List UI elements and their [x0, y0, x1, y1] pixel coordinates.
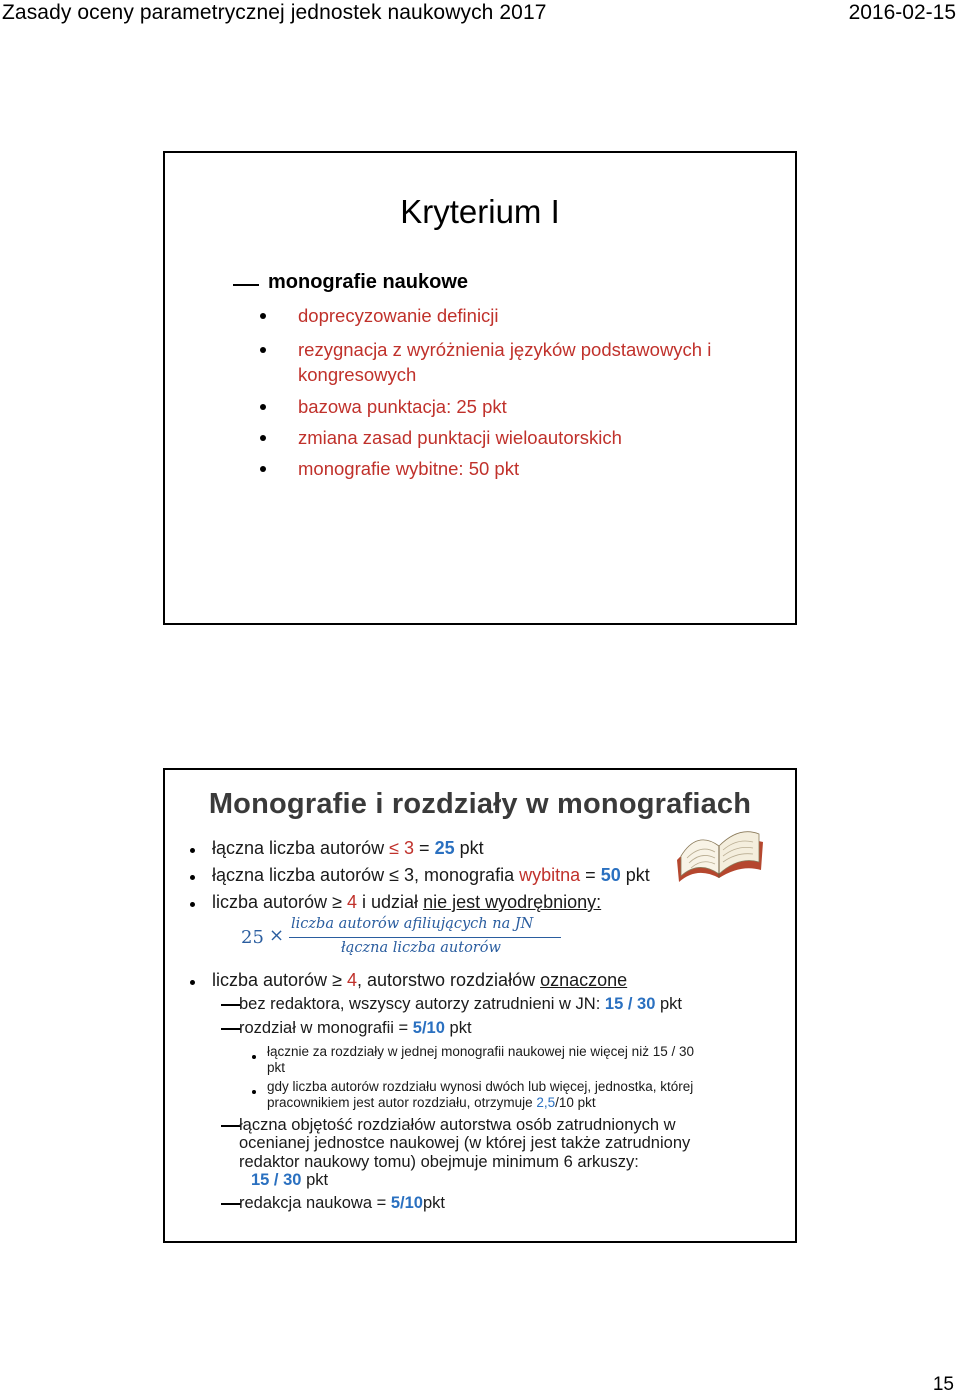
dash-icon [221, 1125, 241, 1127]
list-item [212, 892, 601, 913]
text: łączna liczba autorów [212, 865, 385, 885]
sub-item-continuation: redaktor naukowy tomu) obejmuje minimum 6 arkuszy: [239, 1153, 639, 1171]
leq-symbol: ≤ [389, 838, 399, 858]
sub-sub-item-continuation [267, 1095, 596, 1110]
sub-item [239, 1194, 445, 1213]
list-item: doprecyzowanie definicji [298, 305, 499, 326]
document-header-title: Zasady oceny parametrycznej jednostek naukowych 2017 [2, 1, 547, 24]
sub-item-continuation: ocenianej jednostce naukowej (w której jest także zatrudniony [239, 1134, 691, 1152]
slide-title: Kryterium I [400, 193, 560, 230]
list-item [212, 970, 627, 991]
bullet-dot-icon [260, 435, 266, 441]
points-value: 15 / 30 [251, 1171, 302, 1189]
text: , autorstwo rozdziałów [357, 970, 536, 990]
sub-sub-item-continuation: pkt [267, 1060, 286, 1075]
slide-monografie-rozdzialy [163, 768, 797, 1243]
text: łączna liczba autorów [212, 838, 385, 858]
list-item [212, 865, 650, 886]
highlight: wybitna [519, 865, 581, 885]
bullet-dot-icon [260, 313, 266, 319]
points-value: 15 / 30 [604, 995, 656, 1013]
underlined-text: nie jest wyodrębniony: [423, 892, 602, 912]
sub-item: łączna objętość rozdziałów autorstwa osób zatrudnionych w [239, 1116, 676, 1134]
unit: pkt [625, 865, 650, 885]
points-value: 5/10 [390, 1194, 423, 1212]
sub-item-continuation [251, 1171, 328, 1190]
unit: pkt [459, 838, 484, 858]
formula-factor: 25 [241, 927, 264, 948]
text: i udział [362, 892, 419, 912]
underlined-text: oznaczone [540, 970, 628, 990]
unit: pkt [306, 1171, 329, 1189]
text: redakcja naukowa = [239, 1194, 387, 1212]
points-value: 25 [434, 838, 455, 858]
list-item: zmiana zasad punktacji wieloautorskich [298, 427, 622, 448]
sub-item [239, 1019, 472, 1038]
sub-sub-item: łącznie za rozdziały w jednej monografii naukowej nie więcej niż 15 / 30 [267, 1044, 694, 1059]
level1-item: monografie naukowe [268, 271, 469, 293]
bullet-dot-icon [190, 980, 195, 985]
sub-sub-item: gdy liczba autorów rozdziału wynosi dwóch lub więcej, jednostka, której [267, 1079, 694, 1094]
sub-item [239, 995, 682, 1014]
formula-times: × [269, 925, 285, 946]
text: liczba autorów [212, 970, 328, 990]
document-header-date: 2016-02-15 [848, 1, 956, 24]
page-number: 15 [932, 1374, 954, 1395]
bullet-dot-icon [190, 875, 195, 880]
open-book-icon [673, 820, 765, 886]
bullet-dot-icon [252, 1090, 256, 1094]
points-value: 2,5 [536, 1095, 556, 1110]
bullet-dot-icon [252, 1055, 256, 1059]
bullet-dot-icon [190, 848, 195, 853]
geq-symbol: ≥ [332, 892, 342, 912]
text: 3, monografia [404, 865, 515, 885]
list-item: rezygnacja z wyróżnienia języków podstawowych i [298, 339, 712, 360]
list-item: bazowa punktacja: 25 pkt [298, 396, 507, 417]
text: rozdział w monografii = [239, 1019, 409, 1037]
list-item-continuation: kongresowych [298, 364, 417, 385]
text: liczba autorów [212, 892, 328, 912]
text: bez redaktora, wszyscy autorzy zatrudnieni w JN: [239, 995, 601, 1013]
geq-symbol: ≥ [332, 970, 342, 990]
value: 4 [346, 892, 357, 912]
list-item [212, 838, 484, 859]
unit: pkt [659, 995, 682, 1013]
text: pracownikiem jest autor rozdziału, otrzymuje [267, 1095, 533, 1110]
points-value: 5/10 [412, 1019, 445, 1037]
equals: = [419, 838, 430, 858]
bullet-dot-icon [260, 347, 266, 353]
value: 4 [346, 970, 357, 990]
value: 3 [404, 838, 415, 858]
points-value: 50 [600, 865, 621, 885]
bullet-dot-icon [260, 404, 266, 410]
formula-numerator: liczba autorów afiliujących na JN [291, 916, 534, 932]
dash-icon [221, 1004, 241, 1006]
bullet-dot-icon [260, 466, 266, 472]
unit: pkt [422, 1194, 445, 1212]
slide-kryterium-i [163, 151, 797, 625]
dash-icon [233, 284, 259, 286]
equals: = [585, 865, 596, 885]
bullet-dot-icon [190, 902, 195, 907]
dash-icon [221, 1203, 241, 1205]
fraction-line [289, 937, 561, 938]
formula-denominator: łączna liczba autorów [341, 940, 501, 956]
text: /10 pkt [555, 1095, 596, 1110]
dash-icon [221, 1028, 241, 1030]
list-item: monografie wybitne: 50 pkt [298, 458, 520, 479]
unit: pkt [449, 1019, 472, 1037]
leq-symbol: ≤ [389, 865, 399, 885]
slide-title: Monografie i rozdziały w monografiach [208, 788, 752, 820]
